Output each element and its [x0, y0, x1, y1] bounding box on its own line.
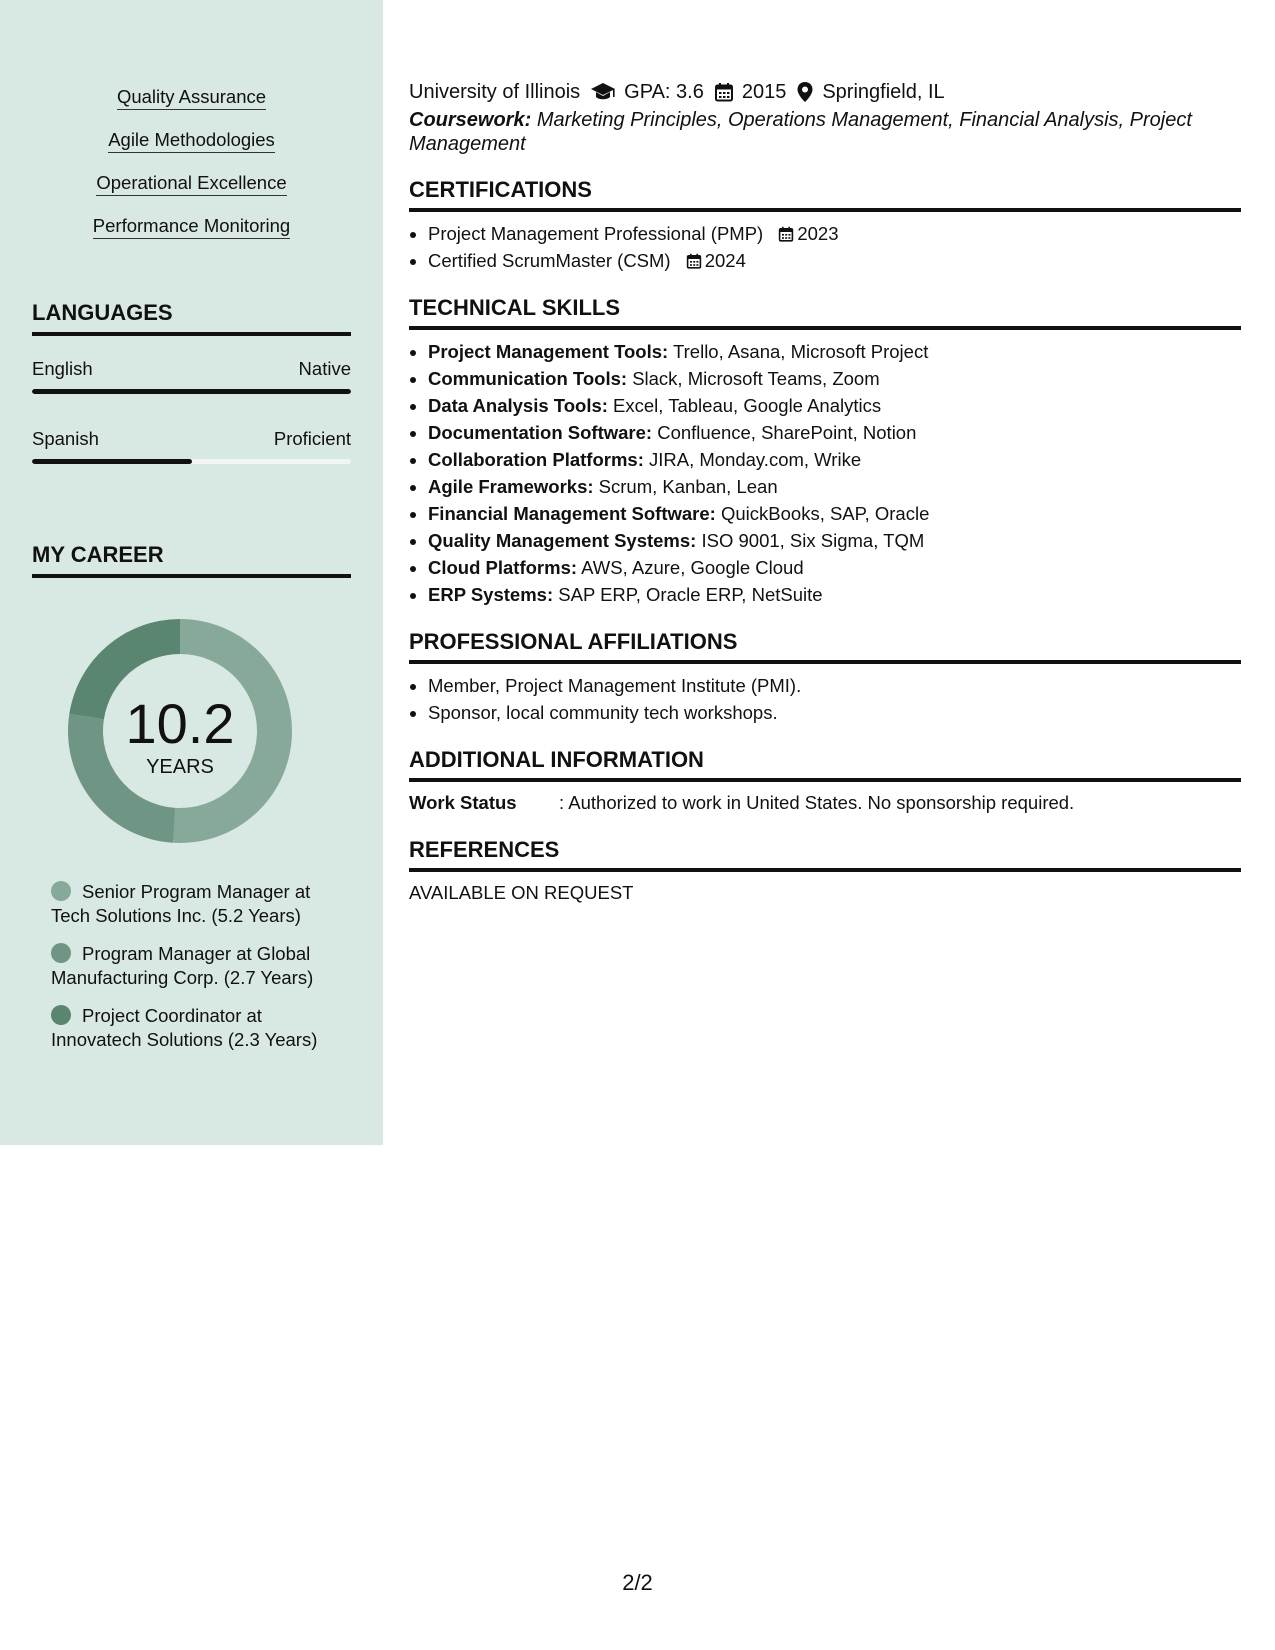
- coursework-label: Coursework:: [409, 109, 532, 131]
- skill-category: Documentation Software:: [428, 422, 653, 443]
- skill-category: Data Analysis Tools:: [428, 395, 608, 416]
- skill-values: Trello, Asana, Microsoft Project: [673, 341, 929, 362]
- certification-year: 2024: [704, 250, 746, 271]
- career-total: 10.2: [125, 692, 235, 755]
- calendar-icon: [686, 253, 702, 269]
- skill-values: Confluence, SharePoint, Notion: [657, 422, 917, 443]
- calendar-icon: [778, 226, 794, 242]
- certification-item: [428, 247, 1241, 274]
- skill-values: AWS, Azure, Google Cloud: [581, 557, 804, 578]
- education-line: [409, 78, 1241, 106]
- gpa: GPA: 3.6: [624, 81, 704, 103]
- work-status-label: Work Status: [409, 792, 517, 813]
- skill-category: Financial Management Software:: [428, 503, 716, 524]
- skill-category: ERP Systems:: [428, 584, 554, 605]
- skill-values: Excel, Tableau, Google Analytics: [613, 395, 882, 416]
- work-status-row: [409, 790, 1241, 816]
- skill-values: QuickBooks, SAP, Oracle: [720, 503, 930, 524]
- certification-item: [428, 220, 1241, 247]
- technical-skills-list: [409, 338, 1241, 608]
- coursework: [409, 108, 1241, 156]
- career-heading: MY CAREER: [32, 542, 351, 578]
- skill-values: SAP ERP, Oracle ERP, NetSuite: [558, 584, 823, 605]
- certification-date: [778, 223, 838, 244]
- career-legend-item: [51, 1004, 351, 1052]
- affiliations-list: [409, 672, 1241, 726]
- skill-category: Agile Frameworks:: [428, 476, 594, 497]
- technical-skills-heading: TECHNICAL SKILLS: [409, 295, 1241, 330]
- legend-dot: [51, 881, 71, 901]
- technical-skill-item: [428, 473, 1241, 500]
- technical-skill-item: [428, 500, 1241, 527]
- language-bar-spanish: [32, 459, 351, 464]
- career-legend-item: [51, 880, 351, 928]
- school-location: Springfield, IL: [822, 81, 945, 103]
- technical-skill-item: [428, 527, 1241, 554]
- skill-values: JIRA, Monday.com, Wrike: [649, 449, 862, 470]
- career-legend-item: [51, 942, 351, 990]
- page-number: 2/2: [622, 1570, 653, 1595]
- career-unit: YEARS: [146, 756, 214, 778]
- skill-item[interactable]: Agile Methodologies: [108, 129, 275, 153]
- certification-name: Project Management Professional (PMP): [428, 223, 764, 244]
- affiliation-item: • Sponsor, local community tech workshops.: [428, 699, 1241, 726]
- language-bar-fill: [32, 389, 351, 394]
- language-row-english: [32, 358, 351, 380]
- career-legend: [51, 880, 351, 1066]
- references-text: AVAILABLE ON REQUEST: [409, 882, 634, 903]
- skill-category: Communication Tools:: [428, 368, 628, 389]
- certification-name: Certified ScrumMaster (CSM): [428, 250, 671, 271]
- technical-skill-item: [428, 338, 1241, 365]
- legend-dot: [51, 1005, 71, 1025]
- location-pin-icon: [796, 81, 814, 103]
- languages-heading: LANGUAGES: [32, 300, 351, 336]
- legend-dot: [51, 943, 71, 963]
- graduation-year: 2015: [741, 81, 787, 103]
- technical-skill-item: [428, 554, 1241, 581]
- language-level: Native: [298, 358, 351, 379]
- certifications-list: [409, 220, 1241, 274]
- skill-category: Project Management Tools:: [428, 341, 669, 362]
- skill-category: Quality Management Systems:: [428, 530, 697, 551]
- language-name: Spanish: [32, 428, 99, 449]
- technical-skill-item: [428, 419, 1241, 446]
- technical-skill-item: [428, 365, 1241, 392]
- language-name: English: [32, 358, 93, 379]
- school-name: University of Illinois: [409, 81, 581, 103]
- skill-item[interactable]: Performance Monitoring: [93, 215, 290, 239]
- coursework-text: Marketing Principles, Operations Management, Financial Analysis, Project Management: [409, 109, 1192, 155]
- references-heading: REFERENCES: [409, 837, 1241, 872]
- graduation-cap-icon: [590, 82, 616, 102]
- certifications-heading: CERTIFICATIONS: [409, 177, 1241, 212]
- main-content: [409, 78, 1241, 906]
- language-bar-fill: [32, 459, 192, 464]
- technical-skill-item: [428, 581, 1241, 608]
- language-level: Proficient: [273, 428, 351, 449]
- skill-category: Collaboration Platforms:: [428, 449, 644, 470]
- skill-category: Cloud Platforms:: [428, 557, 578, 578]
- affiliations-heading: PROFESSIONAL AFFILIATIONS: [409, 629, 1241, 664]
- skill-item[interactable]: Quality Assurance: [117, 86, 266, 110]
- skill-item[interactable]: Operational Excellence: [96, 172, 286, 196]
- affiliation-item: • Member, Project Management Institute (PMI).: [428, 672, 1241, 699]
- skill-values: Scrum, Kanban, Lean: [598, 476, 778, 497]
- technical-skill-item: [428, 446, 1241, 473]
- language-row-spanish: [32, 428, 351, 450]
- additional-info-heading: ADDITIONAL INFORMATION: [409, 747, 1241, 782]
- calendar-icon: [714, 82, 734, 102]
- work-status-value: : Authorized to work in United States. No sponsorship required.: [559, 792, 1075, 813]
- certification-year: 2023: [797, 223, 839, 244]
- technical-skill-item: [428, 392, 1241, 419]
- career-donut-chart: [57, 611, 297, 851]
- language-bar-english: [32, 389, 351, 394]
- certification-date: [686, 250, 746, 271]
- skill-values: Slack, Microsoft Teams, Zoom: [632, 368, 880, 389]
- skills-list: [0, 86, 383, 258]
- career-legend-text: Program Manager at Global Manufacturing Corp. (2.7 Years): [51, 943, 314, 988]
- sidebar: [0, 0, 383, 1145]
- career-legend-text: Project Coordinator at Innovatech Solutions (2.3 Years): [51, 1005, 318, 1050]
- career-legend-text: Senior Program Manager at Tech Solutions Inc. (5.2 Years): [51, 881, 311, 926]
- skill-values: ISO 9001, Six Sigma, TQM: [701, 530, 925, 551]
